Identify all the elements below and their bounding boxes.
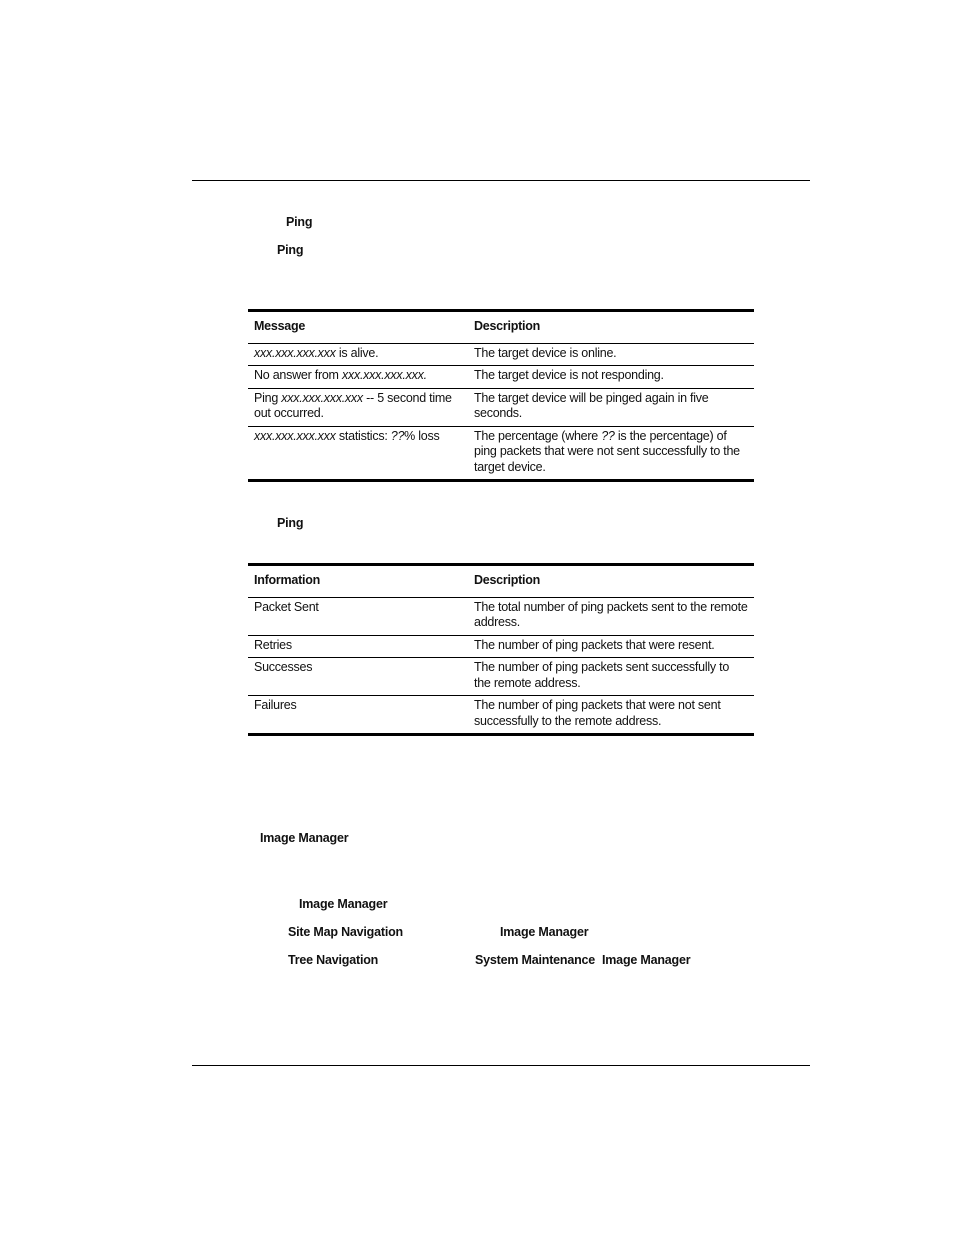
message-text-end: . (423, 368, 427, 382)
table-row (248, 388, 754, 426)
image-manager-tree-link[interactable]: Image Manager (602, 953, 691, 967)
ping-label-1: Ping (286, 215, 313, 229)
image-manager-label: Image Manager (299, 897, 388, 911)
table-row (248, 366, 754, 389)
header-rule (192, 180, 810, 181)
table-header-row (248, 311, 754, 344)
ip-placeholder: xxx.xxx.xxx.xxx (254, 345, 336, 360)
information-cell: Retries (248, 635, 468, 658)
column-header-description: Description (468, 311, 754, 344)
message-text-end: -- 5 second time out occurred. (254, 390, 452, 420)
ip-placeholder: xxx.xxx.xxx.xxx (281, 390, 363, 405)
table-row (248, 426, 754, 481)
description-cell: The target device is not responding. (468, 366, 754, 389)
description-cell: The number of ping packets that were resent. (468, 635, 754, 658)
table-header-row (248, 565, 754, 598)
column-header-information: Information (248, 565, 468, 598)
information-cell: Successes (248, 658, 468, 696)
ip-placeholder: xxx.xxx.xxx.xxx (341, 368, 424, 382)
description-cell: The target device will be pinged again in five seconds. (468, 388, 754, 426)
tree-navigation-label: Tree Navigation (288, 953, 379, 967)
ping-information-table (248, 563, 754, 736)
percent-placeholder: ?? (390, 428, 405, 443)
ip-placeholder: xxx.xxx.xxx.xxx (254, 428, 336, 443)
ping-label-3: Ping (277, 516, 304, 530)
information-cell: Failures (254, 698, 297, 712)
description-cell: The number of ping packets sent successfully to the remote address. (468, 658, 754, 696)
ping-label-2: Ping (277, 243, 304, 257)
image-manager-link[interactable]: Image Manager (500, 925, 589, 939)
percent-placeholder: ?? (601, 428, 615, 443)
message-cell (248, 366, 468, 389)
description-cell: The total number of ping packets sent to the remote address. (468, 597, 754, 635)
description-cell: The number of ping packets that were not sent successfully to the remote address. (474, 698, 721, 728)
message-text: statistics: (335, 428, 391, 443)
message-text-end: % loss (404, 428, 440, 443)
image-manager-heading: Image Manager (260, 831, 349, 845)
message-text: Ping (254, 390, 282, 405)
ping-messages-table (248, 309, 754, 482)
message-cell (248, 388, 468, 426)
description-cell (468, 426, 754, 481)
table-row (248, 635, 754, 658)
description-text-end: is the percentage) of ping packets that were not sent successfully to the target device. (474, 428, 740, 474)
table-row (248, 343, 754, 366)
message-text: No answer from (254, 368, 342, 382)
message-cell (248, 426, 468, 481)
description-text: The percentage (where (474, 428, 602, 443)
message-cell (248, 343, 468, 366)
table-row (248, 658, 754, 696)
table-row (248, 696, 754, 735)
description-cell: The target device is online. (468, 343, 754, 366)
system-maintenance-link[interactable]: System Maintenance (475, 953, 596, 967)
footer-rule (192, 1065, 810, 1066)
column-header-message: Message (248, 311, 468, 344)
site-map-navigation-label: Site Map Navigation (288, 925, 403, 939)
column-header-description: Description (468, 565, 754, 598)
information-cell: Packet Sent (248, 597, 468, 635)
table-row (248, 597, 754, 635)
message-text: is alive. (335, 345, 379, 360)
